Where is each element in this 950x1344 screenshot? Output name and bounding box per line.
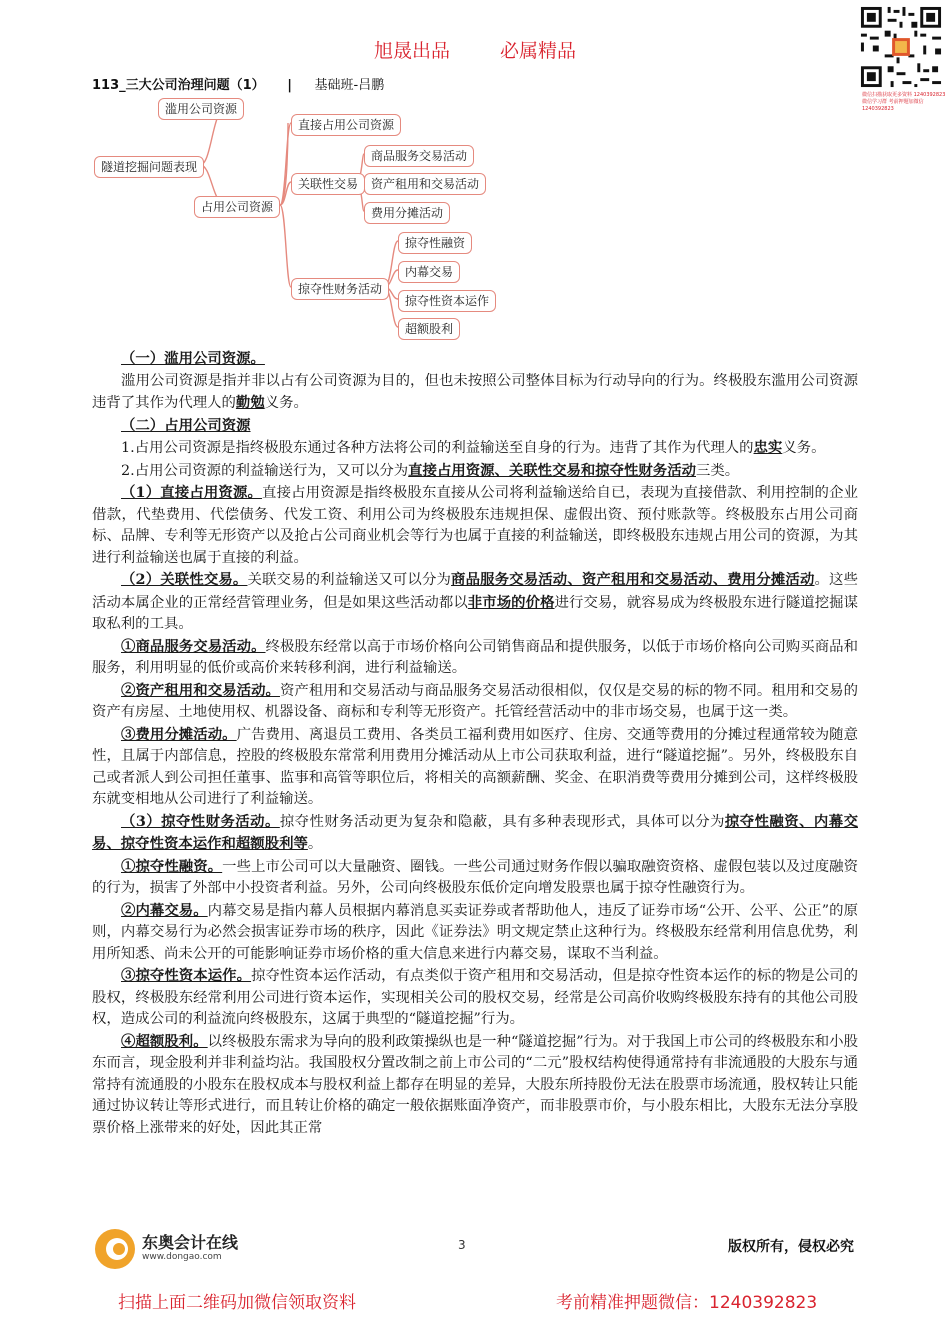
mind-map-direct: 直接占用公司资源	[291, 114, 401, 136]
mind-map-predatory-child: 掠夺性融资	[398, 232, 472, 254]
mind-map-predatory-child: 超额股利	[398, 318, 460, 340]
mind-map-related-child: 资产租用和交易活动	[364, 173, 486, 195]
mind-map-related-child: 商品服务交易活动	[364, 145, 474, 167]
paragraph: ③费用分摊活动。广告费用、离退员工费用、各类员工福利费用如医疗、住房、交通等费用的分摊过程通常较为随意性，且属于内部信息，控股的终极股东常常利用费用分摊活动从上市公司获取利益，进行“隧道挖掘”。另外，终极股东自己或者派人到公司担任董事、监事和高管等职位后，将相关的高额薪酬、奖金、在职消费等费用分摊到公司，这样终极股东就变相地从公司进行了利益输送。	[92, 725, 858, 807]
paragraph: 滥用公司资源是指并非以占有公司资源为目的，但也未按照公司整体目标为行动导向的行为。终极股东滥用公司资源违背了其作为代理人的勤勉义务。	[92, 372, 858, 411]
lesson-separator: |	[287, 78, 292, 93]
lesson-teacher: 基础班-吕鹏	[314, 78, 385, 93]
mind-map-related: 关联性交易	[291, 173, 365, 195]
copyright-notice: 版权所有，侵权必究	[728, 1239, 854, 1255]
paragraph: （1）直接占用资源。直接占用资源是指终极股东直接从公司将利益输送给自已，表现为直接借款、利用控制的企业借款，代垫费用、代偿债务、代发工资、利用公司为终极股东违规担保、虚假出资、预付账款等。终极股东占用公司商标、品牌、专利等无形资产以及抢占公司商业机会等行为也属于直接的利益输送，即终极股东违规占用公司的资源，为其进行利益输送也属于直接的利益。	[92, 484, 859, 566]
paragraph: ①商品服务交易活动。终极股东经常以高于市场价格向公司销售商品和提供服务，以低于市场价格向公司购买商品和服务，利用明显的低价或高价来转移利润，进行利益输送。	[92, 637, 858, 676]
section-heading: （二）占用公司资源	[121, 416, 251, 434]
paragraph: ②资产租用和交易活动。资产租用和交易活动与商品服务交易活动很相似，仅仅是交易的标的物不同。租用和交易的资产有房屋、土地使用权、机器设备、商标和专利等无形资产。托管经营活动中的非市场交易，也属于这一类。	[92, 681, 858, 720]
paragraph: 2.占用公司资源的利益输送行为，又可以分为直接占用资源、关联性交易和掠夺性财务活动三类。	[121, 461, 740, 479]
logo-url: www.dongao.com	[142, 1252, 222, 1262]
logo-name: 东奥会计在线	[142, 1233, 239, 1252]
brand-right: 必属精品	[500, 40, 577, 62]
qr-caption: 微信扫描获取更多资料 1240392823 微信学习群 考前押题加微信 1240392823	[862, 92, 946, 112]
promo-right: 考前精准押题微信：1240392823	[556, 1293, 818, 1313]
page-footer	[92, 1226, 858, 1272]
document-body	[92, 348, 858, 1139]
paragraph: ③掠夺性资本运作。掠夺性资本运作活动，有点类似于资产租用和交易活动，但是掠夺性资本运作的标的物是公司的股权，终极股东经常利用公司进行资本运作，实现相关公司的股权交易，经常是公司高价收购终极股东持有的其他公司股权，造成公司的利益流向终极股东，这属于典型的“隧道挖掘”行为。	[92, 967, 858, 1027]
mind-map-occupy: 占用公司资源	[194, 196, 280, 218]
dongao-logo	[92, 1226, 262, 1272]
promo-bar	[0, 1288, 950, 1312]
page-number: 3	[458, 1238, 466, 1252]
mind-map-root: 隧道挖掘问题表现	[94, 156, 204, 178]
paragraph: ④超额股利。以终极股东需求为导向的股利政策操纵也是一种“隧道挖掘”行为。对于我国上市公司的终极股东和小股东而言，现金股利并非利益均沾。我国股权分置改制之前上市公司的“二元”股权结构使得通常持有非流通股的大股东与通常持有流通股的小股东在股权成本与股权利益上都存在明显的差异，大股东所持股份无法在股票市场流通，股权转让只能通过协议转让等形式进行，而且转让价格的确定一般依据账面净资产，而非股票市价，与小股东相比，大股东无法分享股票价格上涨带来的好处，因此其正常	[92, 1032, 858, 1136]
dongao-logo-icon	[92, 1226, 138, 1272]
paragraph: （3）掠夺性财务活动。掠夺性财务活动更为复杂和隐蔽，具有多种表现形式，具体可以分为掠夺性融资、内幕交易、掠夺性资本运作和超额股利等。	[92, 812, 858, 852]
mind-map-related-child: 费用分摊活动	[364, 202, 450, 224]
lesson-title: 113_三大公司治理问题（1）	[92, 78, 265, 93]
mind-map-predatory-child: 掠夺性资本运作	[398, 290, 496, 312]
qr-code-icon	[858, 4, 944, 90]
paragraph: （2）关联性交易。关联交易的利益输送又可以分为商品服务交易活动、资产租用和交易活动、费用分摊活动。这些活动本属企业的正常经营管理业务，但是如果这些活动都以非市场的价格进行交易，就容易成为终极股东进行隧道挖掘谋取私利的工具。	[92, 571, 858, 632]
mind-map-predatory: 掠夺性财务活动	[291, 278, 389, 300]
section-heading: （一）滥用公司资源。	[121, 350, 265, 367]
paragraph: ①掠夺性融资。一些上市公司可以大量融资、圈钱。一些公司通过财务作假以骗取融资资格、虚假包装以及过度融资的行为，损害了外部中小投资者利益。另外，公司向终极股东低价定向增发股票也属于掠夺性融资行为。	[92, 857, 858, 896]
paragraph: 1.占用公司资源是指终极股东通过各种方法将公司的利益输送至自身的行为。违背了其作为代理人的忠实义务。	[121, 439, 826, 456]
mind-map-abuse: 滥用公司资源	[158, 98, 244, 120]
mind-map-predatory-child: 内幕交易	[398, 261, 460, 283]
promo-left: 扫描上面二维码加微信领取资料	[118, 1293, 356, 1313]
brand-slogan	[0, 36, 950, 63]
paragraph: ②内幕交易。内幕交易是指内幕人员根据内幕消息买卖证券或者帮助他人，违反了证券市场“公开、公平、公正”的原则，内幕交易行为必然会损害证券市场的秩序，因此《证券法》明文规定禁止这种行为。终极股东经常利用信息优势，利用所知悉、尚未公开的可能影响证券市场价格的重大信息来进行内幕交易，谋取不当利益。	[92, 901, 858, 962]
brand-left: 旭晟出品	[373, 40, 450, 62]
mind-map	[88, 90, 508, 345]
